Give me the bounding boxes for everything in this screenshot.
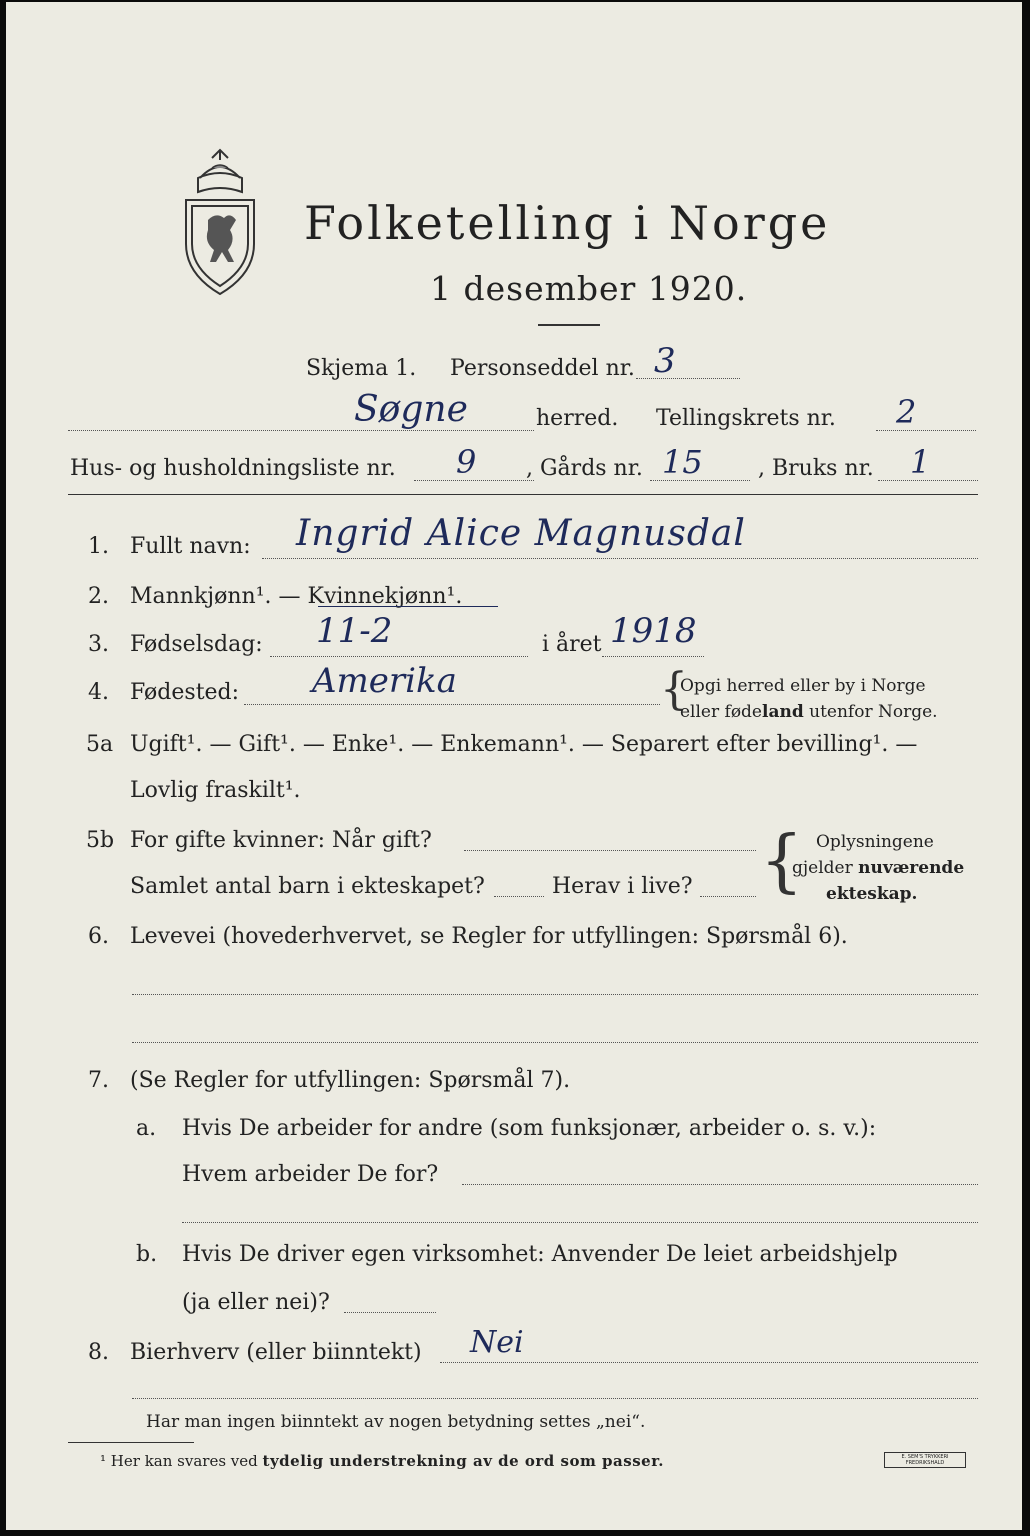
q4-note-line2 — [680, 704, 938, 721]
form-title: Folketelling i Norge — [304, 196, 831, 250]
hus-value: 9 — [456, 443, 477, 481]
q7a-letter: a. — [136, 1116, 157, 1141]
norway-coat-of-arms-icon — [172, 148, 268, 300]
q1-line — [262, 558, 978, 559]
footnote — [100, 1454, 664, 1469]
q6-line1 — [132, 994, 978, 995]
printer-stamp: E. SEM'S TRYKKERI FREDRIKSHALD — [884, 1452, 966, 1468]
q1-label: Fullt navn: — [130, 534, 251, 559]
q5b-note2 — [792, 860, 964, 877]
q8-label: Bierhverv (eller biinntekt) — [130, 1340, 422, 1365]
q5b-note2-bold: nuværende — [858, 858, 965, 878]
q3-label: Fødselsdag: — [130, 632, 263, 657]
q4-note-brace: { — [660, 664, 688, 715]
q7a-line-extra — [182, 1222, 978, 1223]
q5b-note1: Oplysningene — [816, 832, 934, 852]
bruks-value: 1 — [910, 443, 931, 481]
q2-underline-kvinnekjonn — [318, 606, 498, 607]
personseddel-value: 3 — [654, 341, 676, 381]
q3-year-label: i året — [542, 632, 602, 657]
q5b-note-brace: { — [760, 822, 804, 901]
q4-note-line1: Opgi herred eller by i Norge — [680, 676, 926, 696]
q7a-line2: Hvem arbeider De for? — [182, 1162, 439, 1187]
q7b-letter: b. — [136, 1242, 158, 1267]
footnote-mark: ¹ — [100, 1452, 107, 1470]
gards-label: , Gårds nr. — [526, 456, 643, 481]
q6-line2 — [132, 1042, 978, 1043]
footer-note: Har man ingen biinntekt av nogen betydning settes „nei“. — [146, 1412, 646, 1432]
tellingskrets-label: Tellingskrets nr. — [656, 406, 836, 431]
hus-label: Hus- og husholdningsliste nr. — [70, 456, 396, 481]
q5a-line1: Ugift¹. — Gift¹. — Enke¹. — Enkemann¹. — Separert efter bevilling¹. — — [130, 732, 918, 757]
footnote-text: Her kan svares ved — [110, 1452, 263, 1470]
herred-value: Søgne — [354, 389, 468, 430]
q7a-line — [462, 1184, 978, 1185]
header-divider — [68, 494, 978, 495]
q6-number: 6. — [88, 924, 109, 949]
herred-label: herred. — [536, 406, 619, 431]
q5b-married-line — [464, 850, 756, 851]
q7-label: (Se Regler for utfyllingen: Spørsmål 7). — [130, 1068, 571, 1093]
q1-number: 1. — [88, 534, 109, 559]
q4-note-line2-bold: land — [762, 702, 804, 722]
q5b-line2-a: Samlet antal barn i ekteskapet? — [130, 874, 485, 899]
q5b-note3-bold: ekteskap. — [826, 884, 918, 904]
q5b-alive-line — [700, 896, 756, 897]
q5a-line2: Lovlig fraskilt¹. — [130, 778, 301, 803]
footnote-divider — [68, 1442, 194, 1443]
q5b-line1: For gifte kvinner: Når gift? — [130, 828, 432, 853]
census-form — [6, 2, 1022, 1530]
q6-label: Levevei (hovederhvervet, se Regler for utfyllingen: Spørsmål 6). — [130, 924, 848, 949]
q5b-line2-b: Herav i live? — [552, 874, 693, 899]
q3-number: 3. — [88, 632, 109, 657]
census-date: 1 desember 1920. — [430, 269, 748, 308]
personseddel-label: Personseddel nr. — [450, 356, 635, 381]
footnote-bold: tydelig understrekning av de ord som passer. — [262, 1452, 664, 1470]
q3-year-value: 1918 — [610, 611, 697, 651]
title-divider — [538, 324, 600, 326]
q5b-note2-a: gjelder — [792, 858, 859, 878]
q5b-note3 — [826, 886, 917, 903]
bruks-label: , Bruks nr. — [758, 456, 874, 481]
tellingskrets-line — [876, 430, 976, 431]
q4-value: Amerika — [312, 661, 457, 701]
q7a-line1: Hvis De arbeider for andre (som funksjonær, arbeider o. s. v.): — [182, 1116, 877, 1141]
herred-line — [68, 430, 534, 431]
q7-number: 7. — [88, 1068, 109, 1093]
tellingskrets-value: 2 — [896, 393, 917, 431]
gards-value: 15 — [662, 443, 703, 481]
q3-day-value: 11-2 — [316, 611, 393, 651]
q3-day-line — [270, 656, 528, 657]
q8-line-extra — [132, 1398, 978, 1399]
q5b-number: 5b — [86, 828, 115, 853]
q4-line — [244, 704, 660, 705]
q8-line — [440, 1362, 978, 1363]
personseddel-line — [636, 378, 740, 379]
schema-label: Skjema 1. — [306, 356, 417, 381]
q5b-children-line — [494, 896, 544, 897]
q2-label: Mannkjønn¹. — Kvinnekjønn¹. — [130, 584, 463, 609]
q5a-number: 5a — [86, 732, 114, 757]
q4-note-line2-c: utenfor Norge. — [803, 702, 938, 722]
q7b-line1: Hvis De driver egen virksomhet: Anvender De leiet arbeidshjelp — [182, 1242, 898, 1267]
q1-value: Ingrid Alice Magnusdal — [296, 513, 746, 554]
q7b-line2: (ja eller nei)? — [182, 1290, 330, 1315]
q3-year-line — [602, 656, 704, 657]
q4-number: 4. — [88, 680, 109, 705]
q7b-line — [344, 1312, 436, 1313]
q8-number: 8. — [88, 1340, 109, 1365]
q4-label: Fødested: — [130, 680, 240, 705]
q2-number: 2. — [88, 584, 109, 609]
q8-value: Nei — [470, 1325, 524, 1360]
q4-note-line2-a: eller føde — [680, 702, 762, 722]
